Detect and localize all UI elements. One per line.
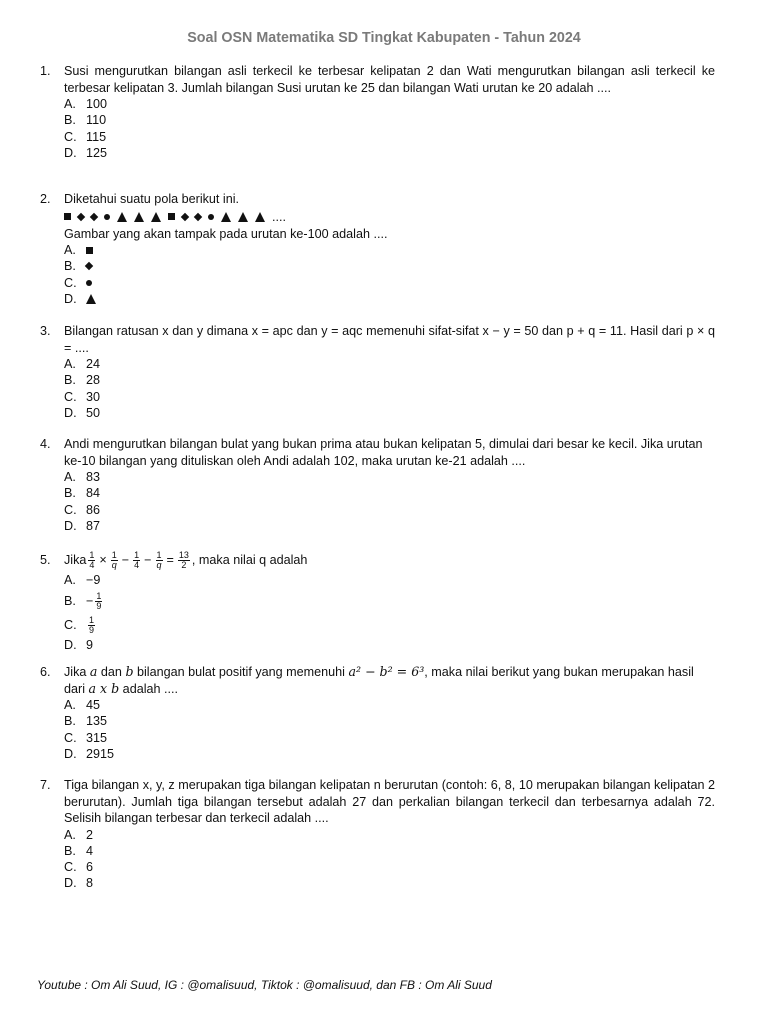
option-text: 86 bbox=[86, 502, 101, 517]
footer-credits: Youtube : Om Ali Suud, IG : @omalisuud, Tiktok : @omalisuud, dan FB : Om Ali Suud bbox=[37, 978, 492, 992]
option-text: −9 bbox=[86, 573, 101, 588]
question-6 bbox=[40, 664, 715, 762]
option-letter: A. bbox=[64, 573, 76, 588]
pattern-sequence bbox=[64, 208, 715, 226]
question-1 bbox=[40, 63, 715, 161]
option-c bbox=[64, 389, 715, 405]
options-list bbox=[64, 827, 715, 892]
question-number: 3. bbox=[40, 324, 51, 338]
option-text: 115 bbox=[86, 129, 107, 144]
option-text: 315 bbox=[86, 730, 108, 745]
option-c bbox=[64, 129, 715, 145]
circle-icon bbox=[104, 214, 110, 220]
option-letter: C. bbox=[64, 389, 77, 404]
option-text: 9 bbox=[86, 637, 94, 652]
option-sign: − bbox=[86, 593, 94, 608]
square-icon bbox=[168, 213, 175, 220]
option-a bbox=[64, 356, 715, 372]
option-b bbox=[64, 258, 715, 274]
option-text: 24 bbox=[86, 357, 101, 371]
option-letter: B. bbox=[64, 259, 76, 274]
option-letter: B. bbox=[64, 843, 76, 858]
question-number: 7. bbox=[40, 778, 51, 792]
option-text: 83 bbox=[86, 470, 101, 484]
option-letter: C. bbox=[64, 730, 77, 745]
fraction: $\frac{13}{2}$ bbox=[178, 549, 189, 570]
option-letter: A. bbox=[64, 357, 76, 371]
option-text: 6 bbox=[86, 860, 94, 875]
question-number: 1. bbox=[40, 64, 51, 78]
option-letter: C. bbox=[64, 860, 77, 875]
option-b bbox=[64, 713, 715, 729]
option-letter: C. bbox=[64, 502, 77, 517]
option-b bbox=[64, 372, 715, 388]
question-number: 2. bbox=[40, 192, 51, 206]
option-d bbox=[64, 637, 715, 653]
option-text: 110 bbox=[86, 113, 107, 128]
options-list bbox=[64, 96, 715, 161]
option-letter: D. bbox=[64, 405, 77, 420]
option-text: 50 bbox=[86, 405, 101, 420]
option-text: 125 bbox=[86, 145, 108, 160]
option-a bbox=[64, 572, 715, 589]
times-operator: × bbox=[99, 552, 107, 567]
option-text: 8 bbox=[86, 876, 94, 891]
square-icon bbox=[86, 247, 93, 254]
options-list bbox=[64, 242, 715, 307]
option-letter: B. bbox=[64, 373, 76, 388]
option-text: 28 bbox=[86, 373, 101, 388]
options-list bbox=[64, 356, 715, 421]
option-c bbox=[64, 275, 715, 291]
question-number: 4. bbox=[40, 437, 51, 451]
diamond-icon bbox=[194, 212, 202, 220]
option-letter: D. bbox=[64, 876, 77, 891]
triangle-icon bbox=[151, 212, 161, 222]
option-a bbox=[64, 827, 715, 843]
option-letter: B. bbox=[64, 113, 76, 128]
option-letter: D. bbox=[64, 637, 77, 652]
question-prompt: Gambar yang akan tampak pada urutan ke-100 adalah .... bbox=[64, 226, 388, 241]
fraction: $\frac{1}{4}$ bbox=[134, 549, 140, 570]
option-b bbox=[64, 843, 715, 859]
triangle-icon bbox=[117, 212, 127, 222]
circle-icon bbox=[208, 214, 214, 220]
option-text: 30 bbox=[86, 389, 101, 404]
square-icon bbox=[64, 213, 71, 220]
equation-prefix: Jika bbox=[64, 552, 87, 567]
option-text: 84 bbox=[86, 486, 101, 501]
fraction: $\frac{1}{9}$ bbox=[96, 590, 102, 611]
option-c bbox=[64, 502, 715, 518]
option-d bbox=[64, 291, 715, 307]
option-letter: D. bbox=[64, 518, 77, 533]
option-letter: B. bbox=[64, 486, 76, 501]
minus-operator: − bbox=[144, 552, 152, 567]
options-list bbox=[64, 572, 715, 653]
option-d bbox=[64, 405, 715, 421]
options-list bbox=[64, 697, 715, 762]
option-letter: D. bbox=[64, 746, 77, 761]
option-letter: B. bbox=[64, 593, 76, 608]
equals-operator: = bbox=[166, 552, 174, 567]
triangle-icon bbox=[238, 212, 248, 222]
question-text: Diketahui suatu pola berikut ini. bbox=[64, 192, 240, 206]
option-text: 4 bbox=[86, 843, 94, 858]
option-letter: C. bbox=[64, 275, 77, 290]
product-expression: a x b bbox=[88, 680, 120, 696]
option-text: 135 bbox=[86, 714, 108, 729]
option-b bbox=[64, 589, 715, 613]
triangle-icon bbox=[86, 294, 96, 304]
option-c bbox=[64, 859, 715, 875]
question-2 bbox=[40, 191, 715, 307]
option-b bbox=[64, 112, 715, 128]
equation-suffix: , maka nilai q adalah bbox=[191, 552, 308, 567]
option-b bbox=[64, 485, 715, 501]
equation: a² − b² = 6³ bbox=[348, 664, 425, 679]
diamond-icon bbox=[181, 212, 189, 220]
option-letter: D. bbox=[64, 145, 77, 160]
option-c bbox=[64, 730, 715, 746]
fraction: $\frac{1}{4}$ bbox=[89, 549, 95, 570]
option-text: 2915 bbox=[86, 746, 115, 761]
triangle-icon bbox=[255, 212, 265, 222]
question-text bbox=[64, 551, 715, 570]
option-letter: A. bbox=[64, 698, 76, 712]
option-a bbox=[64, 697, 715, 713]
question-number: 6. bbox=[40, 665, 51, 679]
question-text: Andi mengurutkan bilangan bulat yang bukan prima atau bukan kelipatan 5, dimulai dari besar ke kecil. Jika urutan ke-10 bilangan yang dituliskan oleh Andi adalah 102, maka urutan ke-21 adalah .... bbox=[64, 437, 703, 468]
option-text: 87 bbox=[86, 518, 101, 533]
minus-operator: − bbox=[121, 552, 130, 567]
question-7 bbox=[40, 777, 715, 892]
option-letter: A. bbox=[64, 470, 76, 484]
triangle-icon bbox=[221, 212, 231, 222]
question-text: Bilangan ratusan x dan y dimana x = apc dan y = aqc memenuhi sifat-sifat x − y = 50 dan p + q = 11. Hasil dari p × q = .... bbox=[64, 324, 715, 355]
question-text: Tiga bilangan x, y, z merupakan tiga bilangan kelipatan n berurutan (contoh: 6, 8, 10 merupakan bilangan kelipatan 2 berurutan). Jumlah tiga bilangan tersebut adalah 27 dan perkalian bilangan terkecil dan terbesarnya adalah 72. Selisih bilangan terbesar dan terkecil adalah .... bbox=[64, 778, 715, 825]
question-text: Susi mengurutkan bilangan asli terkecil ke terbesar kelipatan 2 dan Wati mengurutkan bilangan asli terkecil ke terbesar kelipatan 3. Jumlah bilangan Susi urutan ke 25 dan bilangan Wati urutan ke 20 adalah .... bbox=[64, 64, 715, 95]
option-a bbox=[64, 469, 715, 485]
question-5 bbox=[40, 548, 715, 653]
diamond-icon bbox=[77, 212, 85, 220]
page-title: Soal OSN Matematika SD Tingkat Kabupaten - Tahun 2024 bbox=[187, 30, 581, 46]
question-text: Jika a dan b bilangan bulat positif yang memenuhi a² − b² = 6³, maka nilai berikut yang bukan merupakan hasil dari a x b adalah .... bbox=[64, 664, 694, 696]
question-4 bbox=[40, 436, 715, 534]
option-d bbox=[64, 875, 715, 891]
option-text: 2 bbox=[86, 827, 94, 842]
option-text: 45 bbox=[86, 698, 101, 712]
fraction: $\frac{1}{q}$ bbox=[111, 549, 117, 570]
option-d bbox=[64, 746, 715, 762]
fraction: $\frac{1}{9}$ bbox=[89, 614, 95, 635]
variable-b: b bbox=[125, 664, 134, 679]
option-letter: B. bbox=[64, 714, 76, 729]
option-a bbox=[64, 96, 715, 112]
option-a bbox=[64, 242, 715, 258]
options-list bbox=[64, 469, 715, 534]
option-text: 100 bbox=[86, 97, 108, 111]
variable-a: a bbox=[89, 664, 98, 679]
option-d bbox=[64, 518, 715, 534]
triangle-icon bbox=[134, 212, 144, 222]
question-number: 5. bbox=[40, 552, 51, 567]
diamond-icon bbox=[85, 262, 93, 270]
option-letter: D. bbox=[64, 291, 77, 306]
option-letter: C. bbox=[64, 617, 77, 632]
fraction: $\frac{1}{q}$ bbox=[156, 549, 162, 570]
circle-icon bbox=[86, 280, 92, 286]
question-3 bbox=[40, 323, 715, 421]
option-c bbox=[64, 613, 715, 637]
option-letter: A. bbox=[64, 243, 76, 257]
option-letter: C. bbox=[64, 129, 77, 144]
option-letter: A. bbox=[64, 97, 76, 111]
pattern-ellipsis: .... bbox=[272, 209, 286, 224]
option-letter: A. bbox=[64, 827, 76, 842]
diamond-icon bbox=[90, 212, 98, 220]
option-d bbox=[64, 145, 715, 161]
